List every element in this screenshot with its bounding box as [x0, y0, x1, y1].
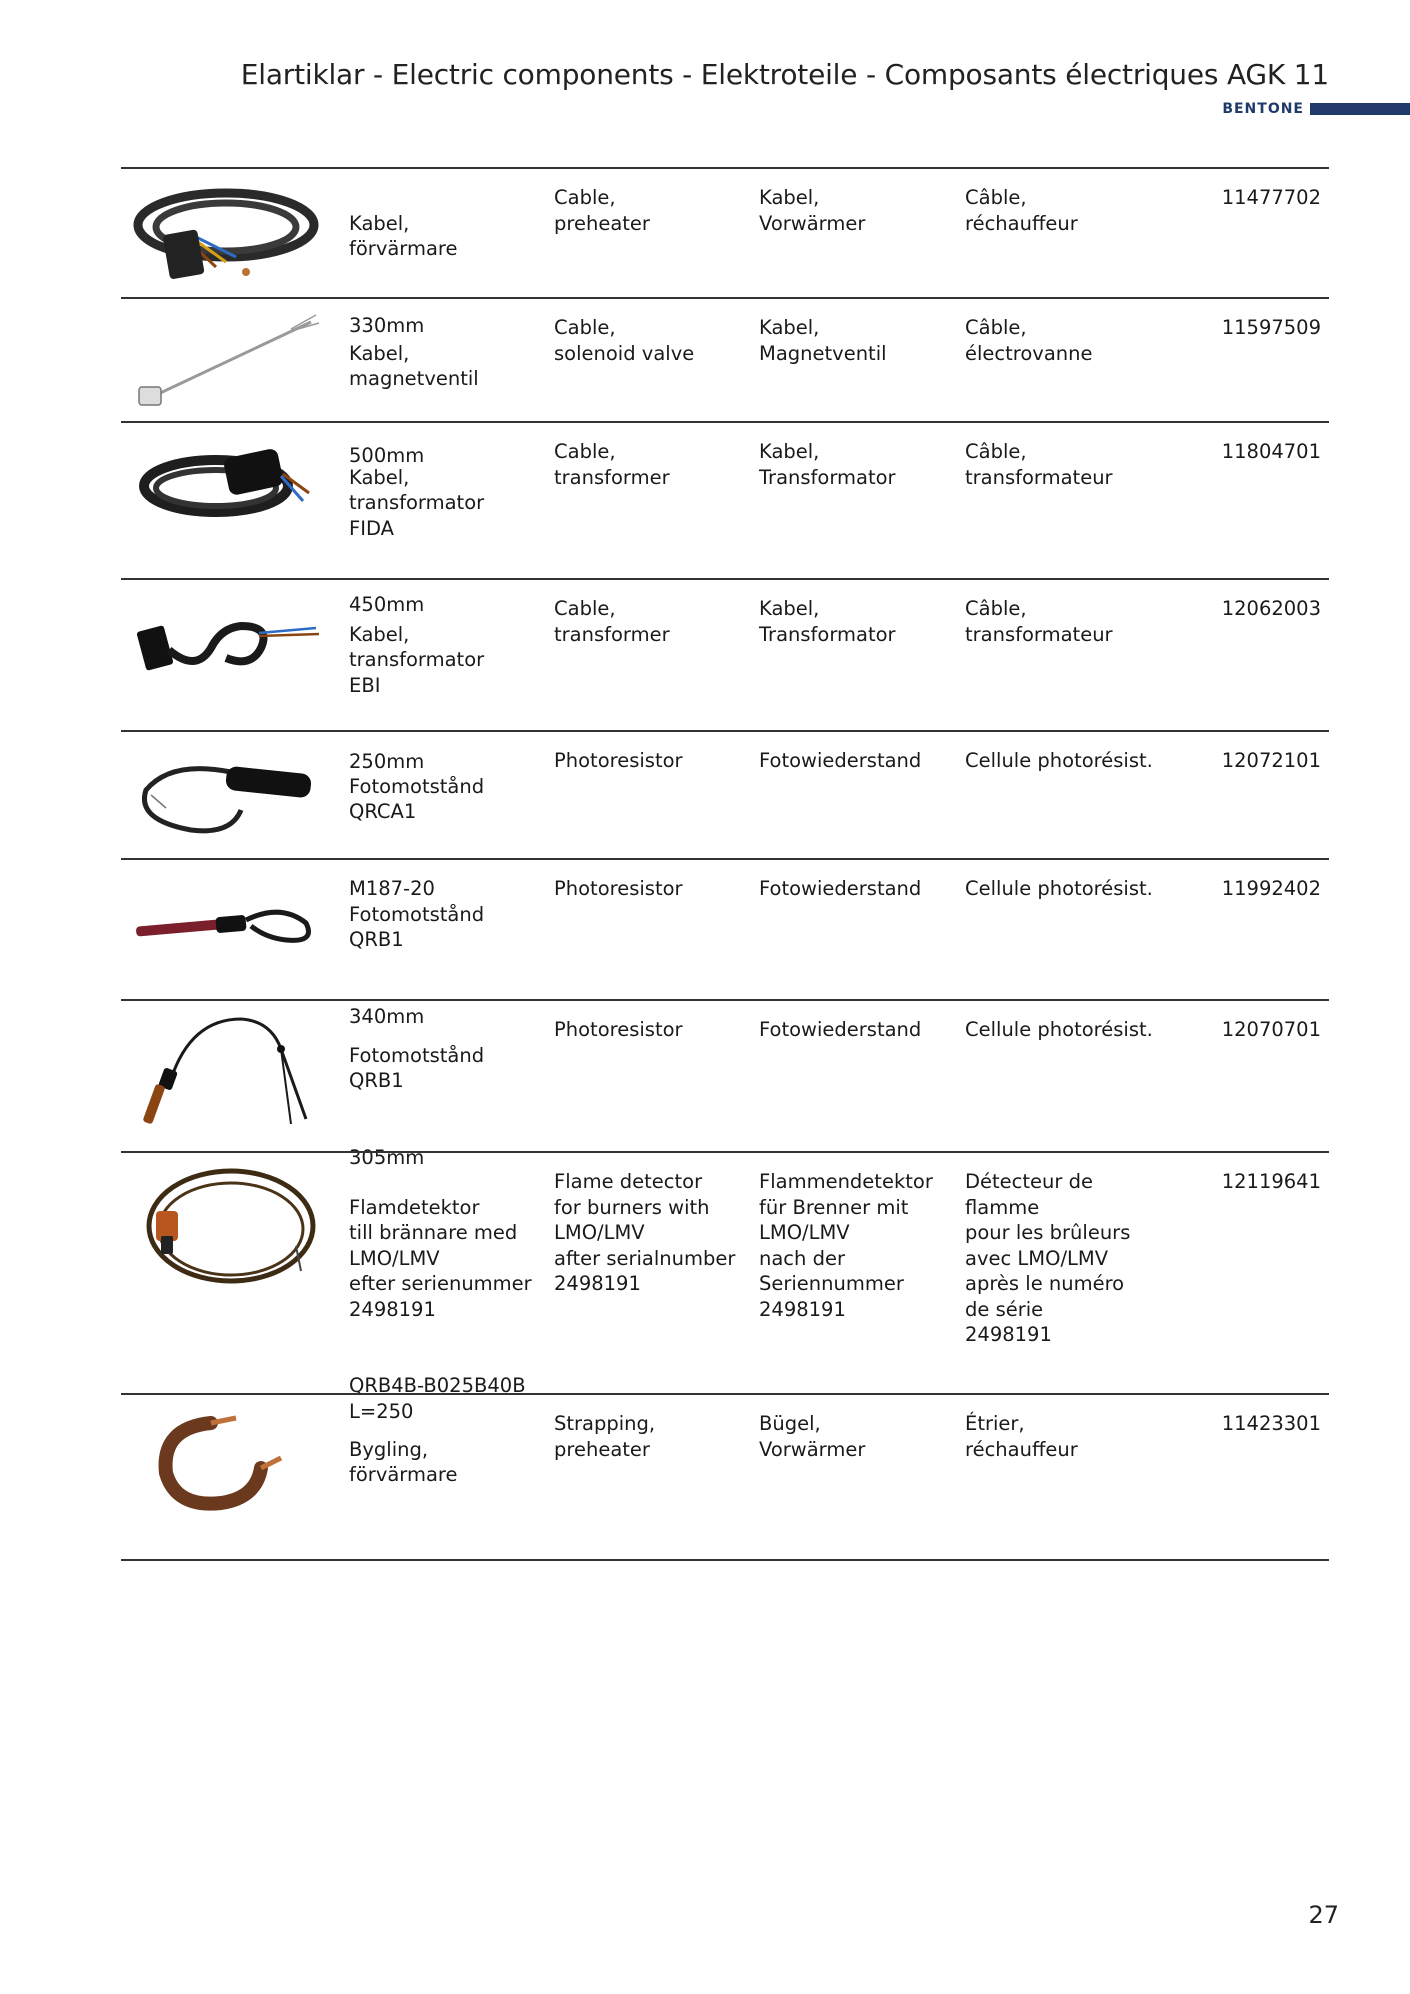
- english-name: Cable, transformer: [554, 597, 670, 646]
- part-number: 12062003: [1221, 597, 1321, 620]
- german-name: Bügel, Vorwärmer: [759, 1412, 866, 1461]
- table-row: [121, 1393, 1329, 1561]
- english-name: Flame detector for burners with LMO/LMV after serialnumber 2498191: [554, 1170, 736, 1295]
- photoresistor-rod-icon: [131, 868, 321, 978]
- french-name: Câble, réchauffeur: [965, 186, 1078, 235]
- swedish-name: Kabel, magnetventil: [349, 341, 479, 390]
- german-name: Fotowiederstand: [759, 749, 922, 772]
- german-name: Flammendetektor für Brenner mit LMO/LMV nach der Seriennummer 2498191: [759, 1170, 933, 1321]
- swedish-name: Fotomotstånd QRB1: [349, 1043, 485, 1092]
- looped-cable-icon: [131, 588, 321, 698]
- spec: 340mm: [349, 1004, 425, 1028]
- german-name: Kabel, Transformator: [759, 440, 896, 489]
- swedish-name: Kabel, transformator FIDA: [349, 465, 485, 540]
- english-name: Cable, preheater: [554, 186, 650, 235]
- spec: 330mm: [349, 313, 425, 337]
- part-number: 12119641: [1221, 1170, 1321, 1193]
- table-row: [121, 999, 1329, 1169]
- french-name: Étrier, réchauffeur: [965, 1412, 1078, 1461]
- thin-cable-icon: [131, 307, 321, 412]
- german-name: Kabel, Magnetventil: [759, 316, 887, 365]
- part-number: 12072101: [1221, 749, 1321, 772]
- part-number: 11423301: [1221, 1412, 1321, 1435]
- english-name: Strapping, preheater: [554, 1412, 656, 1461]
- brand-bar: [1310, 103, 1410, 115]
- swedish-name: Flamdetektor till brännare med LMO/LMV efter serienummer 2498191: [349, 1195, 532, 1321]
- spec: 450mm: [349, 593, 425, 616]
- page-number: 27: [1308, 1901, 1339, 1929]
- french-name: Câble, électrovanne: [965, 316, 1093, 365]
- photoresistor-wire-icon: [131, 1009, 321, 1134]
- german-name: Kabel, Transformator: [759, 597, 896, 646]
- english-name: Cable, solenoid valve: [554, 316, 695, 365]
- swedish-name: Kabel, förvärmare: [349, 211, 458, 260]
- strap-icon: [131, 1403, 321, 1523]
- swedish-name: Kabel, transformator EBI: [349, 622, 485, 697]
- spec: M187-20: [349, 876, 435, 900]
- brand-name: BENTONE: [1222, 101, 1304, 117]
- part-number: 11992402: [1221, 877, 1321, 900]
- german-name: Fotowiederstand: [759, 877, 922, 900]
- german-name: Kabel, Vorwärmer: [759, 186, 866, 235]
- cable-with-connector-icon: [131, 177, 321, 292]
- french-name: Cellule photorésist.: [965, 877, 1153, 900]
- page-title: Elartiklar - Electric components - Elektroteile - Composants électriques AGK 11: [240, 58, 1329, 91]
- english-name: Photoresistor: [554, 877, 683, 900]
- german-name: Fotowiederstand: [759, 1018, 922, 1041]
- english-name: Cable, transformer: [554, 440, 670, 489]
- spec: 500mm: [349, 443, 425, 467]
- swedish-name: Fotomotstånd QRB1: [349, 902, 485, 951]
- french-name: Câble, transformateur: [965, 597, 1113, 646]
- coiled-cable-icon: [131, 431, 321, 541]
- english-name: Photoresistor: [554, 1018, 683, 1041]
- french-name: Cellule photorésist.: [965, 749, 1153, 772]
- table-row: [121, 858, 1329, 1028]
- english-name: Photoresistor: [554, 749, 683, 772]
- swedish-name: Fotomotstånd QRCA1: [349, 774, 485, 823]
- table-row: [121, 1151, 1329, 1423]
- brand-header: [1222, 101, 1410, 117]
- french-name: Détecteur de flamme pour les brûleurs avec LMO/LMV après le numéro de série 2498191: [965, 1170, 1131, 1346]
- spec: 305mm: [349, 1145, 425, 1169]
- part-number: 11477702: [1221, 186, 1321, 209]
- part-number: 12070701: [1221, 1018, 1321, 1041]
- spec: 250mm: [349, 750, 425, 773]
- photoresistor-icon: [131, 740, 321, 850]
- french-name: Cellule photorésist.: [965, 1018, 1153, 1041]
- french-name: Câble, transformateur: [965, 440, 1113, 489]
- part-number: 11804701: [1221, 440, 1321, 463]
- parts-table: [121, 167, 1329, 1561]
- spec: QRB4B-B025B40B L=250: [349, 1374, 526, 1423]
- swedish-name: Bygling, förvärmare: [349, 1437, 458, 1486]
- flame-detector-icon: [131, 1161, 321, 1301]
- part-number: 11597509: [1221, 316, 1321, 339]
